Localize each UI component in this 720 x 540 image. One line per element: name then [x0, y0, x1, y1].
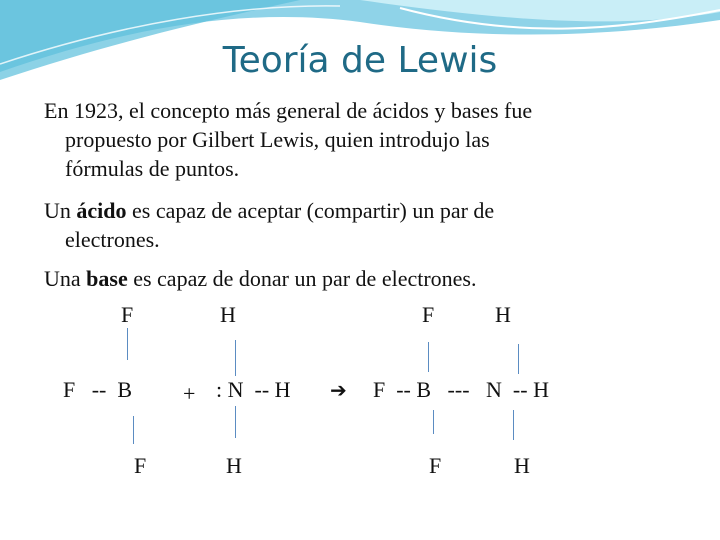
bf3-bottom-fluorine: F: [134, 453, 147, 478]
paragraph-line: fórmulas de puntos.: [65, 156, 240, 181]
adduct-top-fluorine: F: [422, 302, 435, 327]
slide-title: Teoría de Lewis: [222, 40, 498, 81]
acid-text-suffix: es capaz de aceptar (compartir) un par de: [126, 198, 495, 223]
paragraph-base-definition: [44, 264, 684, 293]
acid-term: ácido: [76, 198, 127, 223]
bond-line: [235, 340, 236, 376]
adduct-bottom-fluorine: F: [429, 453, 442, 478]
nh3-bottom-hydrogen: H: [226, 453, 242, 478]
base-term: base: [86, 266, 128, 291]
bond-line: [127, 328, 128, 360]
paragraph-line: En 1923, el concepto más general de ácidos y bases fue: [44, 98, 533, 123]
bond-line: [433, 410, 434, 434]
adduct-top-hydrogen: H: [495, 302, 511, 327]
plus-sign: +: [183, 381, 196, 406]
reaction-arrow-icon: ➔: [330, 378, 347, 402]
bond-line: [428, 342, 429, 372]
bond-line: [518, 344, 519, 374]
paragraph-line: electrones.: [65, 227, 160, 252]
bond-line: [513, 410, 514, 440]
base-text-suffix: es capaz de donar un par de electrones.: [127, 266, 477, 291]
paragraph-acid-definition: [44, 196, 684, 254]
adduct-bottom-hydrogen: H: [514, 453, 530, 478]
bf3-main-row: F -- B: [63, 377, 133, 402]
nh3-main-row: : N -- H: [216, 377, 291, 402]
nh3-top-hydrogen: H: [220, 302, 236, 327]
bf3-top-fluorine: F: [121, 302, 134, 327]
acid-text-prefix: Un: [44, 198, 77, 223]
bond-line: [133, 416, 134, 444]
paragraph-line: propuesto por Gilbert Lewis, quien introdujo las: [65, 127, 490, 152]
adduct-main-row: F -- B --- N -- H: [373, 377, 549, 402]
bond-line: [235, 406, 236, 438]
base-text-prefix: Una: [44, 266, 87, 291]
paragraph-lewis-history: [44, 96, 684, 183]
